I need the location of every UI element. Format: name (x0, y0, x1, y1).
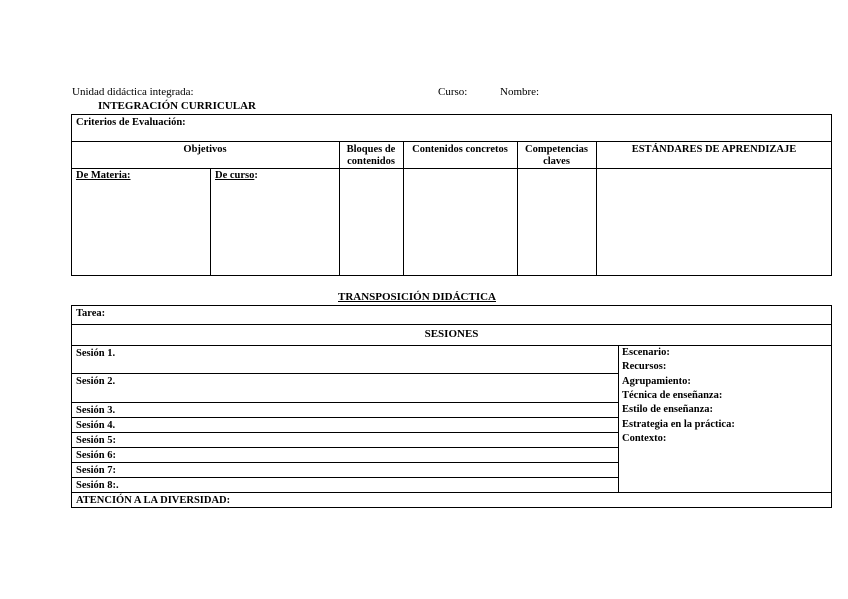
nombre-label: Nombre: (500, 86, 540, 98)
de-curso-label (215, 170, 258, 182)
de-curso-text: De curso (215, 170, 255, 181)
bloques-header-line2: contenidos (347, 156, 395, 167)
transposicion-title: TRANSPOSICIÓN DIDÁCTICA (338, 291, 496, 303)
sesiones-header: SESIONES (424, 328, 479, 340)
integracion-title: INTEGRACIÓN CURRICULAR (98, 100, 256, 112)
side-estrategia: Estrategia en la práctica: (622, 419, 735, 430)
contenidos-header: Contenidos concretos (412, 144, 508, 155)
competencias-header-line1: Competencias (525, 144, 588, 155)
session-row: Sesión 1. (76, 348, 116, 359)
competencias-header (517, 144, 596, 168)
de-materia-label: De Materia: (76, 170, 131, 181)
curso-label: Curso: (438, 86, 468, 98)
side-recursos: Recursos: (622, 361, 667, 372)
session-row: Sesión 5: (76, 435, 116, 446)
de-curso-colon: : (254, 170, 258, 181)
objetivos-header: Objetivos (183, 144, 227, 155)
side-agrupamiento: Agrupamiento: (622, 376, 691, 387)
side-estilo: Estilo de enseñanza: (622, 404, 714, 415)
estandares-header: ESTÁNDARES DE APRENDIZAJE (631, 144, 797, 155)
criterios-label: Criterios de Evaluación: (76, 117, 186, 128)
tarea-label: Tarea: (76, 308, 106, 319)
diversidad-label: ATENCIÓN A LA DIVERSIDAD: (76, 495, 231, 506)
session-row: Sesión 4. (76, 420, 116, 431)
competencias-header-line2: claves (543, 156, 570, 167)
side-tecnica: Técnica de enseñanza: (622, 390, 723, 401)
session-row: Sesión 7: (76, 465, 116, 476)
session-row: Sesión 2. (76, 376, 116, 387)
side-escenario: Escenario: (622, 347, 670, 358)
unidad-label: Unidad didáctica integrada: (72, 86, 194, 98)
bloques-header-line1: Bloques de (346, 144, 396, 155)
side-contexto: Contexto: (622, 433, 667, 444)
session-row: Sesión 8:. (76, 480, 119, 491)
bloques-header (339, 144, 403, 168)
session-row: Sesión 3. (76, 405, 116, 416)
session-row: Sesión 6: (76, 450, 116, 461)
